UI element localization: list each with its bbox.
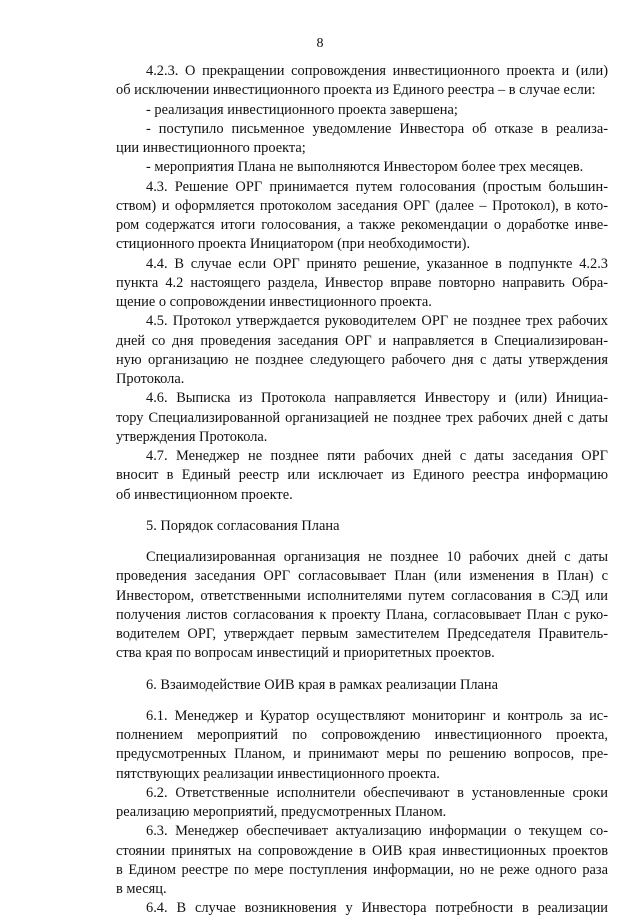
paragraph	[116, 178, 608, 255]
paragraph	[116, 784, 608, 823]
text-line: ством) и оформляется протоколом заседания ОРГ (далее – Протокол), в кото-	[116, 197, 608, 214]
text-line: тору Специализированной организацией не позднее трех рабочих дней с даты	[116, 409, 608, 426]
text-line: ции инвестиционного проекта;	[116, 140, 306, 156]
paragraph	[116, 120, 608, 159]
paragraph	[116, 447, 608, 505]
page-number: 8	[316, 36, 324, 51]
section-heading	[116, 517, 608, 536]
text-line: - поступило письменное уведомление Инвестора об отказе в реализа-	[146, 120, 608, 137]
text-line: 6.1. Менеджер и Куратор осуществляют мониторинг и контроль за ис-	[146, 707, 608, 724]
text-line: об исключении инвестиционного проекта из Единого реестра – в случае если:	[116, 82, 596, 99]
text-line: пятствующих реализации инвестиционного проекта.	[116, 765, 440, 782]
text-line: полнением мероприятий по сопровождению инвестиционного проекта,	[116, 727, 608, 743]
text-line: пункта 4.2 настоящего раздела, Инвестор вправе повторно направить Обра-	[116, 274, 608, 291]
paragraph	[116, 62, 608, 101]
text-line: щение о сопровождении инвестиционного проекта.	[116, 294, 432, 310]
text-line: реализацию мероприятий, предусмотренных Планом.	[116, 804, 447, 820]
text-line: стиционного проекта Инициатором (при необходимости).	[116, 236, 471, 253]
document-body	[116, 62, 608, 919]
text-line: 4.4. В случае если ОРГ принято решение, указанное в подпункте 4.2.3	[146, 255, 608, 272]
text-line: в Едином реестре по мере поступления информации, но не реже одного раза	[116, 861, 608, 878]
text-line: предусмотренных Планом, и принимают меры по решению вопросов, пре-	[116, 746, 608, 763]
text-line: 4.7. Менеджер не позднее пяти рабочих дней с даты заседания ОРГ	[146, 448, 608, 464]
paragraph	[116, 389, 608, 447]
text-line: - мероприятия Плана не выполняются Инвестором более трех месяцев.	[146, 159, 584, 176]
text-line: Протокола.	[116, 371, 185, 387]
text-line: проведения заседания ОРГ согласовывает План (или изменения в План) с	[116, 568, 608, 585]
text-line: ства края по вопросам инвестиций и приоритетных проектов.	[116, 645, 495, 662]
text-line: дней со дня проведения заседания ОРГ и направляется в Специализирован-	[116, 332, 608, 349]
paragraph	[116, 101, 608, 120]
paragraph	[116, 899, 608, 918]
text-line: вносит в Единый реестр или исключает из Единого реестра информацию	[116, 467, 608, 484]
paragraph	[116, 312, 608, 389]
text-line: водителем ОРГ, утверждает первым заместителем Председателя Правитель-	[116, 626, 608, 642]
paragraph	[116, 822, 608, 899]
text-line: ром содержатся итоги голосования, а также рекомендации о доработке инве-	[116, 217, 608, 233]
paragraph	[116, 158, 608, 177]
text-line: 6.2. Ответственные исполнители обеспечивают в установленные сроки	[146, 784, 608, 801]
text-line: Инвестором, ответственными исполнителями путем согласования в СЭД или	[116, 587, 608, 604]
text-line: 6.4. В случае возникновения у Инвестора потребности в реализации	[146, 900, 608, 917]
text-line: получения листов согласования к проекту Плана, согласовывает План с руко-	[116, 606, 608, 623]
paragraph	[116, 255, 608, 313]
text-line: ную организацию не позднее следующего рабочего дня с даты утверждения	[116, 351, 608, 368]
text-line: 4.2.3. О прекращении сопровождения инвестиционного проекта и (или)	[146, 63, 608, 79]
text-line: 4.3. Решение ОРГ принимается путем голосования (простым большин-	[146, 178, 608, 195]
section-heading	[116, 676, 608, 695]
text-line: 6. Взаимодействие ОИВ края в рамках реализации Плана	[146, 676, 499, 693]
text-line: 6.3. Менеджер обеспечивает актуализацию информации о текущем со-	[146, 823, 608, 840]
text-line: 4.5. Протокол утверждается руководителем ОРГ не позднее трех рабочих	[146, 313, 608, 330]
text-line: в месяц.	[116, 881, 167, 897]
text-line: стоянии принятых на сопровождение в ОИВ края инвестиционных проектов	[116, 842, 608, 859]
text-line: об инвестиционном проекте.	[116, 486, 293, 503]
text-line: 4.6. Выписка из Протокола направляется Инвестору и (или) Инициа-	[146, 390, 608, 407]
paragraph	[116, 548, 608, 664]
text-line: утверждения Протокола.	[116, 428, 268, 445]
paragraph	[116, 707, 608, 784]
text-line: 5. Порядок согласования Плана	[146, 517, 340, 534]
text-line: - реализация инвестиционного проекта завершена;	[146, 101, 458, 118]
text-line: Специализированная организация не позднее 10 рабочих дней с даты	[146, 549, 608, 565]
